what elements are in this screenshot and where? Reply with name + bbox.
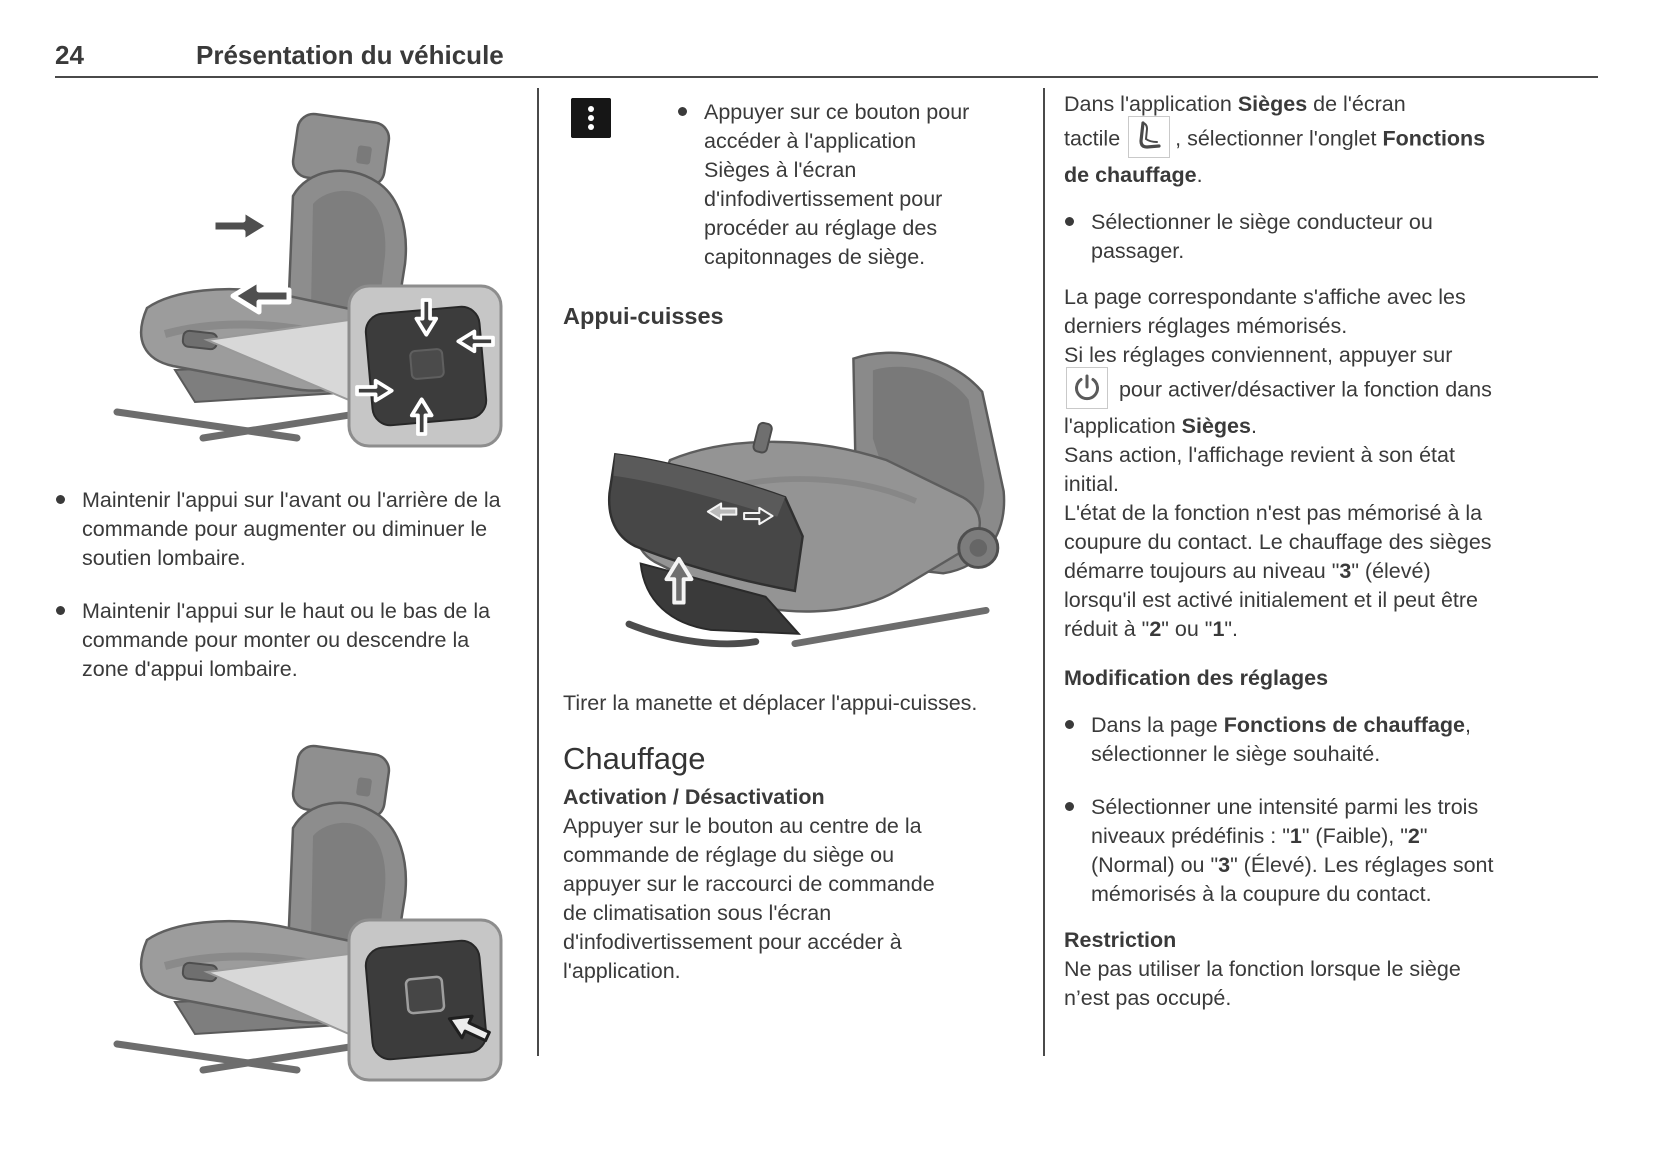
list-item	[1064, 208, 1502, 266]
list-item	[677, 98, 972, 272]
seat-center-button-figure	[55, 714, 507, 1094]
select-seat-text: Sélectionner le siège conducteur ou passager.	[1091, 210, 1433, 263]
intensity-levels-text: Sélectionner une intensité parmi les trois niveaux prédéfinis : "1" (Faible), "2" (Normal) ou "3" (Élevé). Les réglages sont mémorisés à la coupure du contact.	[1091, 795, 1494, 906]
thigh-support-instruction: Tirer la manette et déplacer l'appui-cuisses.	[563, 691, 978, 715]
bullet-icon	[1065, 720, 1074, 729]
modification-subheading: Modification des réglages	[1064, 666, 1329, 690]
lumbar-up-down-text: Maintenir l'appui sur le haut ou le bas de la commande pour monter ou descendre la zone d'appui lombaire.	[82, 599, 491, 681]
power-icon	[1066, 367, 1108, 409]
intro-pre-icon: tactile	[1064, 126, 1127, 151]
seat-app-access-text: Appuyer sur ce bouton pour accéder à l'application Sièges à l'écran d'infodivertissement pour procéder au réglage des capitonnages de siège.	[704, 100, 970, 269]
power-post-text: pour activer/désactiver la fonction dans l'application Sièges.	[1064, 377, 1492, 438]
bullet-icon	[56, 606, 65, 615]
restriction-subheading: Restriction	[1064, 928, 1177, 952]
right-column	[1064, 90, 1502, 1013]
left-column	[55, 90, 511, 1112]
seat-profile-icon	[1128, 116, 1170, 158]
column-divider	[537, 88, 539, 1056]
activation-subheading: Activation / Désactivation	[563, 785, 825, 809]
seat-cushion-illustration	[609, 353, 1004, 644]
bullet-icon	[678, 107, 687, 116]
power-toggle-text	[1064, 341, 1502, 441]
bullet-icon	[1065, 802, 1074, 811]
seat-lumbar-adjust-figure	[55, 94, 507, 450]
list-item	[55, 486, 511, 573]
seat-settings-menu-icon	[571, 98, 611, 138]
power-pre-text: Si les réglages conviennent, appuyer sur	[1064, 343, 1453, 367]
intro-line1: Dans l'application Sièges de l'écran	[1064, 92, 1406, 116]
heating-heading: Chauffage	[563, 741, 706, 776]
seats-app-intro	[1064, 90, 1502, 190]
intro-post-icon: , sélectionner l'onglet Fonctions de chauffage.	[1064, 126, 1486, 187]
state-memory-text: L'état de la fonction n'est pas mémorisé à la coupure du contact. Le chauffage des sièges démarre toujours au niveau "3" (élevé) lorsqu'il est activé initialement et il peut être réduit à "2" ou "1".	[1064, 501, 1492, 641]
thigh-support-figure	[563, 345, 1015, 667]
no-action-text: Sans action, l'affichage revient à son état initial.	[1064, 443, 1455, 496]
seat-app-button-row	[563, 98, 1015, 272]
page-number: 24	[55, 40, 84, 70]
four-way-lumbar-pad-inset	[349, 286, 501, 446]
activation-instruction: Appuyer sur le bouton au centre de la commande de réglage du siège ou appuyer sur le raccourci de commande de climatisation sous l'écran d'infodivertissement pour accéder à l'application.	[563, 814, 935, 983]
column-divider	[1043, 88, 1045, 1056]
list-item	[1064, 793, 1502, 909]
bullet-icon	[1065, 217, 1074, 226]
heating-page-text: Dans la page Fonctions de chauffage, sélectionner le siège souhaité.	[1091, 713, 1471, 766]
list-item	[55, 597, 511, 684]
header-rule	[55, 76, 1598, 78]
list-item	[1064, 711, 1502, 769]
page-title: Présentation du véhicule	[196, 40, 504, 70]
bullet-icon	[56, 495, 65, 504]
restriction-text: Ne pas utiliser la fonction lorsque le siège n’est pas occupé.	[1064, 957, 1461, 1010]
thigh-support-heading: Appui-cuisses	[563, 303, 724, 329]
lumbar-front-back-text: Maintenir l'appui sur l'avant ou l'arrière de la commande pour augmenter ou diminuer le soutien lombaire.	[82, 488, 501, 570]
middle-column	[563, 90, 1015, 986]
page-displayed-text: La page correspondante s'affiche avec les derniers réglages mémorisés.	[1064, 285, 1466, 338]
center-button-inset	[349, 920, 501, 1080]
